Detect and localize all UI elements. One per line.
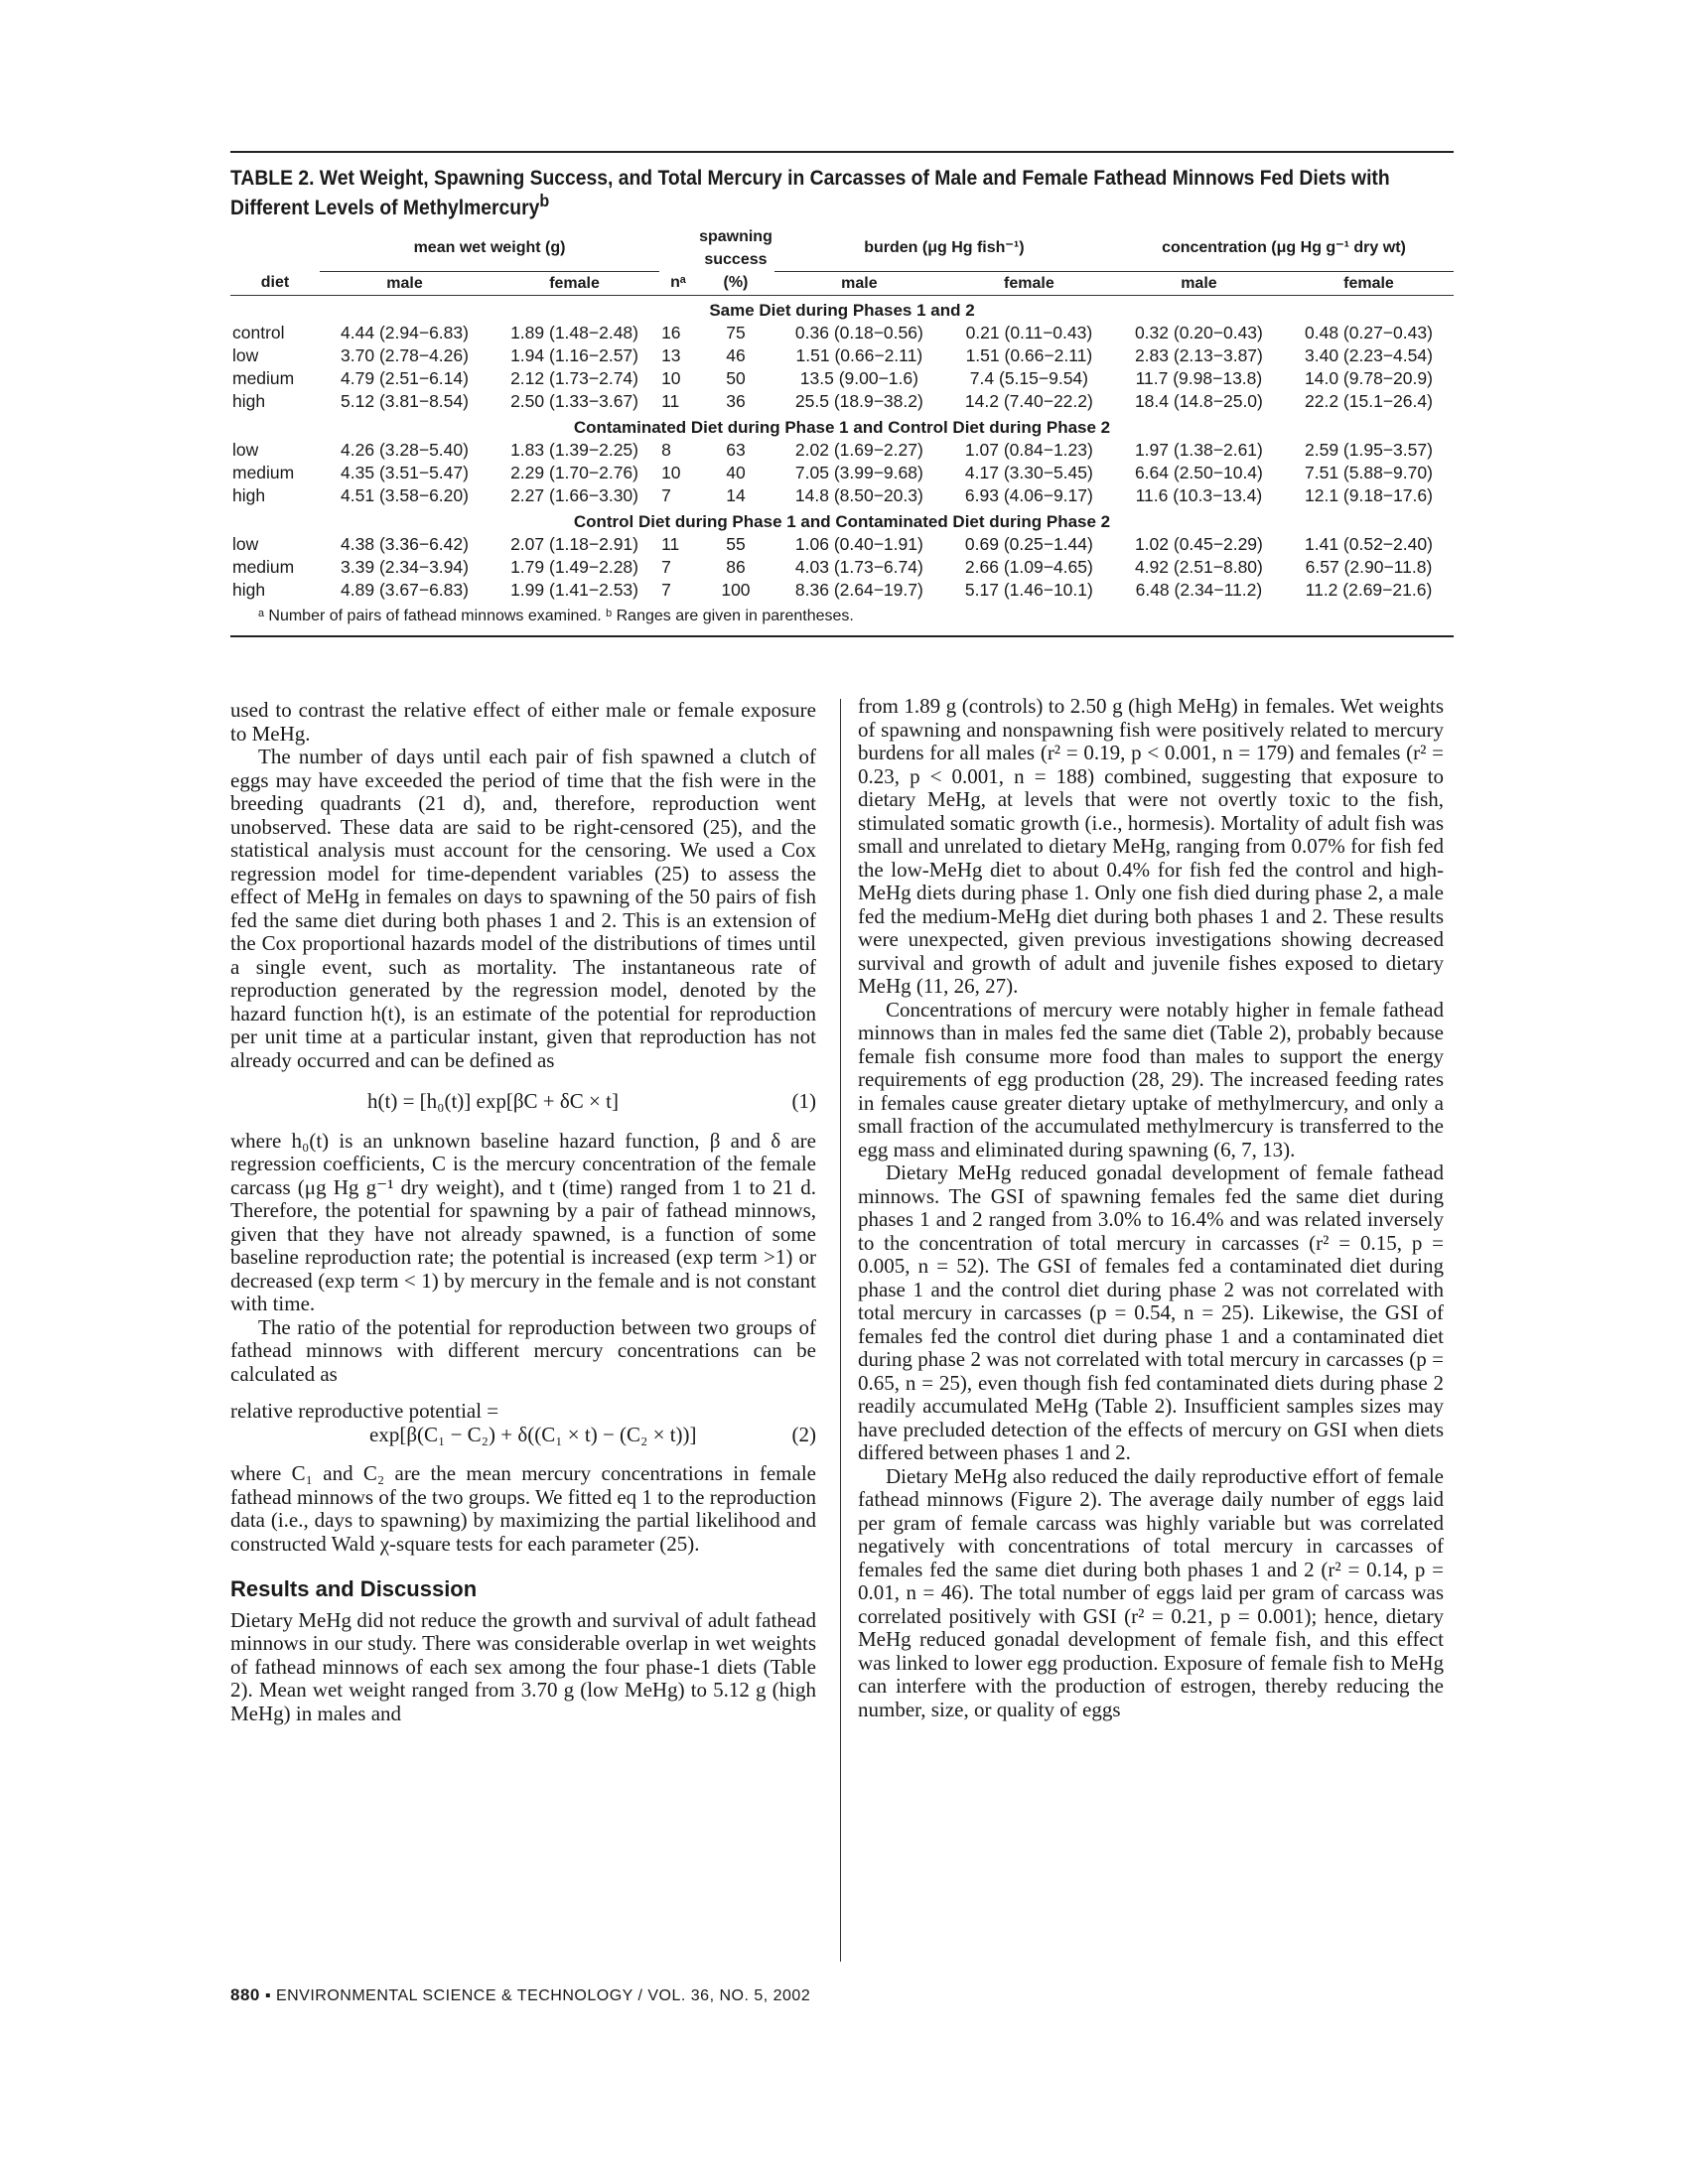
n-cell: 10 (661, 367, 681, 388)
n-cell: 11 (661, 533, 680, 554)
male-conc-cell: 2.83 (2.13−3.87) (1134, 344, 1263, 365)
female-weight-cell: 2.27 (1.66−3.30) (510, 484, 638, 505)
female-conc-cell: 0.48 (0.27−0.43) (1305, 322, 1433, 342)
female-burden-cell: 1.51 (0.66−2.11) (965, 344, 1093, 365)
diet-cell: medium (232, 367, 295, 388)
spawning-cell: 50 (726, 367, 746, 388)
section-row (230, 295, 1454, 322)
diet-cell: low (232, 439, 259, 460)
female-burden-cell: 0.21 (0.11−0.43) (965, 322, 1093, 342)
female-weight-cell: 2.29 (1.70−2.76) (510, 462, 638, 482)
male-conc-cell: 18.4 (14.8−25.0) (1134, 390, 1263, 411)
right-column (858, 695, 1444, 1721)
female-conc-cell: 3.40 (2.23−4.54) (1305, 344, 1433, 365)
table-row (230, 579, 1454, 602)
male-conc-cell: 11.6 (10.3−13.4) (1135, 484, 1263, 505)
spawning-cell: 63 (726, 439, 746, 460)
section-heading: Results and Discussion (230, 1576, 478, 1601)
spawning-cell: 14 (726, 484, 746, 505)
data-table (230, 225, 1454, 602)
table-2 (230, 151, 1454, 637)
group-header-weight: mean wet weight (g) (320, 225, 659, 271)
equation-2 (230, 1400, 816, 1446)
female-burden-cell: 2.66 (1.09−4.65) (964, 556, 1093, 577)
male-weight-cell: 4.79 (2.51−6.14) (341, 367, 469, 388)
female-conc-cell: 2.59 (1.95−3.57) (1305, 439, 1433, 460)
female-conc-cell: 22.2 (15.1−26.4) (1305, 390, 1433, 411)
female-burden-cell: 7.4 (5.15−9.54) (969, 367, 1088, 388)
col-header-female-weight: female (490, 271, 659, 295)
col-header-n: nᵃ (659, 271, 697, 295)
diet-cell: medium (232, 462, 295, 482)
male-weight-cell: 4.44 (2.94−6.83) (341, 322, 469, 342)
spawning-cell: 100 (721, 579, 751, 600)
equation-1-expression: h(t) = [h₀(t)] exp[βC + δC × t] (367, 1089, 619, 1113)
female-weight-cell: 2.07 (1.18−2.91) (510, 533, 638, 554)
female-conc-cell: 1.41 (0.52−2.40) (1305, 533, 1433, 554)
n-cell: 7 (661, 579, 671, 600)
table-bottom-rule (230, 635, 1454, 637)
spawning-cell: 36 (726, 390, 746, 411)
page-number: 880 (230, 1985, 260, 2004)
spawning-cell: 40 (726, 462, 746, 482)
spawning-cell: 46 (726, 344, 746, 365)
paragraph: Dietary MeHg did not reduce the growth and survival of adult fathead minnows in our study. There was considerable overlap in wet weights of fathead minnows of each sex among the four phase-1 diets (Table 2). Mean wet weight ranged from 3.70 g (low MeHg) to 5.12 g (high MeHg) in males and (230, 1607, 816, 1725)
table-row (230, 462, 1454, 484)
section-title: Same Diet during Phases 1 and 2 (709, 300, 975, 320)
female-conc-cell: 12.1 (9.18−17.6) (1305, 484, 1433, 505)
diet-cell: low (232, 344, 259, 365)
male-conc-cell: 4.92 (2.51−8.80) (1134, 556, 1263, 577)
female-weight-cell: 2.50 (1.33−3.67) (510, 390, 638, 411)
n-cell: 7 (661, 484, 671, 505)
paragraph: The ratio of the potential for reproduction between two groups of fathead minnows with different mercury concentrations can be calculated as (230, 1314, 816, 1386)
n-cell: 11 (661, 390, 680, 411)
table-row (230, 367, 1454, 390)
female-weight-cell: 1.94 (1.16−2.57) (510, 344, 638, 365)
paragraph: where h₀(t) is an unknown baseline hazard function, β and δ are regression coefficients, C is the mercury concentration of the female carcass (μg Hg g⁻¹ dry weight), and t (time) ranged from 1 to 21 d. Therefore, the potential for spawning by a pair of fathead minnows, given that they have not already spawned, is a function of some baseline reproduction rate; the potential is increased (exp term >1) or decreased (exp term < 1) by mercury in the female and is not constant with time. (230, 1128, 816, 1315)
female-burden-cell: 4.17 (3.30−5.45) (964, 462, 1093, 482)
group-header-concentration: concentration (μg Hg g⁻¹ dry wt) (1114, 225, 1454, 271)
female-weight-cell: 1.83 (1.39−2.25) (510, 439, 638, 460)
left-column (230, 699, 816, 1725)
male-burden-cell: 25.5 (18.9−38.2) (794, 390, 923, 411)
diet-cell: low (232, 533, 259, 554)
table-top-rule (230, 151, 1454, 153)
table-row (230, 556, 1454, 579)
n-cell: 13 (661, 344, 681, 365)
spawning-cell: 75 (726, 322, 746, 342)
diet-cell: control (232, 322, 285, 342)
male-burden-cell: 4.03 (1.73−6.74) (794, 556, 923, 577)
equation-2-line-1: relative reproductive potential = (230, 1399, 499, 1423)
paragraph: from 1.89 g (controls) to 2.50 g (high MeHg) in females. Wet weights of spawning and nonspawning fish were positively related to mercury burdens for all males (r² = 0.19, p < 0.001, n = 179) and females (r² = 0.23, p < 0.001, n = 188) combined, suggesting that exposure to dietary MeHg, at levels that were not overtly toxic to the fish, stimulated somatic growth (i.e., hormesis). Mortality of adult fish was small and unrelated to dietary MeHg, ranging from 0.07% for fish fed the low-MeHg diet to about 0.4% for fish fed the control and high-MeHg diets during phase 1. Only one fish died during phase 2, a male fed the medium-MeHg diet during both phases 1 and 2. These results were unexpected, given previous investigations showing decreased survival and growth of adult and juvenile fishes exposed to dietary MeHg (11, 26, 27). (858, 694, 1444, 998)
male-weight-cell: 3.70 (2.78−4.26) (341, 344, 469, 365)
col-header-female-conc: female (1284, 271, 1454, 295)
table-row (230, 533, 1454, 556)
male-burden-cell: 7.05 (3.99−9.68) (794, 462, 923, 482)
female-weight-cell: 1.89 (1.48−2.48) (510, 322, 638, 342)
male-conc-cell: 6.64 (2.50−10.4) (1134, 462, 1263, 482)
female-conc-cell: 14.0 (9.78−20.9) (1305, 367, 1433, 388)
table-row (230, 344, 1454, 367)
equation-2-line-2: exp[β(C₁ − C₂) + δ((C₁ × t) − (C₂ × t))] (369, 1422, 697, 1446)
col-header-percent: (%) (697, 271, 774, 295)
paragraph: used to contrast the relative effect of either male or female exposure to MeHg. (230, 698, 816, 746)
male-weight-cell: 4.38 (3.36−6.42) (341, 533, 469, 554)
female-conc-cell: 6.57 (2.90−11.8) (1305, 556, 1433, 577)
col-header-male-weight: male (320, 271, 490, 295)
group-header-spawning: spawning success (699, 228, 772, 268)
n-cell: 8 (661, 439, 671, 460)
male-burden-cell: 13.5 (9.00−1.6) (799, 367, 918, 388)
equation-2-number: (2) (791, 1422, 816, 1446)
male-conc-cell: 0.32 (0.20−0.43) (1134, 322, 1263, 342)
section-title: Contaminated Diet during Phase 1 and Control Diet during Phase 2 (573, 417, 1111, 437)
male-conc-cell: 1.02 (0.45−2.29) (1134, 533, 1263, 554)
female-weight-cell: 2.12 (1.73−2.74) (510, 367, 638, 388)
male-burden-cell: 8.36 (2.64−19.7) (794, 579, 923, 600)
paragraph: Concentrations of mercury were notably higher in female fathead minnows than in males fed the same diet (Table 2), probably because female fish consume more food than males to support the energy requirements of egg production (28, 29). The increased feeding rates in females cause greater dietary uptake of methylmercury, and only a small fraction of the accumulated methylmercury is transferred to the egg mass and eliminated during spawning (6, 7, 13). (858, 997, 1444, 1161)
section-row (230, 413, 1454, 439)
female-weight-cell: 1.79 (1.49−2.28) (510, 556, 638, 577)
n-cell: 16 (661, 322, 681, 342)
equation-1-number: (1) (791, 1089, 816, 1113)
col-header-male-conc: male (1114, 271, 1284, 295)
male-conc-cell: 6.48 (2.34−11.2) (1135, 579, 1263, 600)
journal-citation: ▪ ENVIRONMENTAL SCIENCE & TECHNOLOGY / VOL. 36, NO. 5, 2002 (259, 1987, 811, 2004)
male-conc-cell: 11.7 (9.98−13.8) (1135, 367, 1263, 388)
diet-cell: high (232, 484, 266, 505)
n-cell: 7 (661, 556, 671, 577)
table-row (230, 484, 1454, 507)
male-burden-cell: 14.8 (8.50−20.3) (794, 484, 923, 505)
female-conc-cell: 7.51 (5.88−9.70) (1305, 462, 1433, 482)
page-footer (230, 1985, 810, 2005)
male-burden-cell: 0.36 (0.18−0.56) (794, 322, 923, 342)
diet-cell: high (232, 390, 266, 411)
female-burden-cell: 14.2 (7.40−22.2) (964, 390, 1093, 411)
diet-cell: medium (232, 556, 295, 577)
female-burden-cell: 0.69 (0.25−1.44) (964, 533, 1093, 554)
col-header-male-burden: male (774, 271, 944, 295)
col-header-female-burden: female (944, 271, 1114, 295)
section-title: Control Diet during Phase 1 and Contaminated Diet during Phase 2 (573, 511, 1111, 531)
equation-1 (230, 1090, 816, 1114)
male-weight-cell: 4.51 (3.58−6.20) (341, 484, 469, 505)
male-weight-cell: 4.35 (3.51−5.47) (341, 462, 469, 482)
paragraph: The number of days until each pair of fish spawned a clutch of eggs may have exceeded the period of time that the fish were in the breeding quadrants (21 d), and, therefore, reproduction went unobserved. These data are said to be right-censored (25), and the statistical analysis must account for the censoring. We used a Cox regression model for time-dependent variables (25) to assess the effect of MeHg in females on days to spawning of the 50 pairs of fish fed the same diet during both phases 1 and 2. This is an extension of the Cox proportional hazards model of the distributions of times until a single event, such as mortality. The instantaneous rate of reproduction generated by the regression model, denoted by the hazard function h(t), is an estimate of the potential for reproduction per unit time at a particular instant, given that reproduction has not already occurred and can be defined as (230, 745, 816, 1072)
n-cell: 10 (661, 462, 681, 482)
column-divider (840, 699, 841, 1962)
female-burden-cell: 1.07 (0.84−1.23) (964, 439, 1093, 460)
table-caption: TABLE 2. Wet Weight, Spawning Success, and Total Mercury in Carcasses of Male and Female Fathead Minnows Fed Diets with Different Levels of Methylmercury$^b$ (230, 167, 1390, 219)
group-header-burden: burden (μg Hg fish⁻¹) (774, 225, 1114, 271)
table-row (230, 322, 1454, 344)
male-weight-cell: 4.89 (3.67−6.83) (341, 579, 469, 600)
female-burden-cell: 6.93 (4.06−9.17) (964, 484, 1093, 505)
section-row (230, 507, 1454, 533)
male-weight-cell: 5.12 (3.81−8.54) (341, 390, 469, 411)
female-burden-cell: 5.17 (1.46−10.1) (964, 579, 1093, 600)
male-weight-cell: 4.26 (3.28−5.40) (341, 439, 469, 460)
table-row (230, 390, 1454, 413)
female-conc-cell: 11.2 (2.69−21.6) (1305, 579, 1433, 600)
male-weight-cell: 3.39 (2.34−3.94) (341, 556, 469, 577)
male-burden-cell: 1.06 (0.40−1.91) (794, 533, 923, 554)
table-row (230, 439, 1454, 462)
male-conc-cell: 1.97 (1.38−2.61) (1134, 439, 1263, 460)
paragraph: where C₁ and C₂ are the mean mercury concentrations in female fathead minnows of the two groups. We fitted eq 1 to the reproduction data (i.e., days to spawning) by maximizing the partial likelihood and constructed Wald χ-square tests for each parameter (25). (230, 1461, 816, 1556)
spawning-cell: 86 (726, 556, 746, 577)
spawning-cell: 55 (726, 533, 746, 554)
diet-cell: high (232, 579, 266, 600)
col-header-diet: diet (230, 271, 320, 295)
female-weight-cell: 1.99 (1.41−2.53) (510, 579, 638, 600)
paragraph: Dietary MeHg also reduced the daily reproductive effort of female fathead minnows (Figure 2). The average daily number of eggs laid per gram of female carcass was highly variable but was correlated negatively with concentrations of total mercury in carcasses of females fed the same diet during both phases 1 and 2 (r² = 0.14, p = 0.01, n = 46). The total number of eggs laid per gram of carcass was correlated positively with GSI (r² = 0.21, p = 0.001); hence, dietary MeHg reduced gonadal development of female fish, and this effect was linked to lower egg production. Exposure of female fish to MeHg can interfere with the production of estrogen, thereby reducing the number, size, or quality of eggs (858, 1463, 1444, 1721)
paragraph: Dietary MeHg reduced gonadal development of female fathead minnows. The GSI of spawning females fed the same diet during phases 1 and 2 ranged from 3.0% to 16.4% and was related inversely to the concentration of total mercury in carcasses (r² = 0.15, p = 0.005, n = 52). The GSI of females fed a contaminated diet during phase 1 and the control diet during phase 2 was not correlated with total mercury in carcasses (p = 0.54, n = 25). Likewise, the GSI of females fed the control diet during phase 1 and a contaminated diet during phase 2 was not correlated with total mercury in carcasses (p = 0.65, n = 25), even though fish fed contaminated diets during phase 2 readily accumulated MeHg (Table 2). Insufficient samples sizes may have precluded detection of the effects of mercury on GSI when diets differed between phases 1 and 2. (858, 1160, 1444, 1464)
table-footnote: ᵃ Number of pairs of fathead minnows examined. ᵇ Ranges are given in parentheses. (258, 607, 854, 624)
male-burden-cell: 1.51 (0.66−2.11) (795, 344, 923, 365)
male-burden-cell: 2.02 (1.69−2.27) (794, 439, 923, 460)
